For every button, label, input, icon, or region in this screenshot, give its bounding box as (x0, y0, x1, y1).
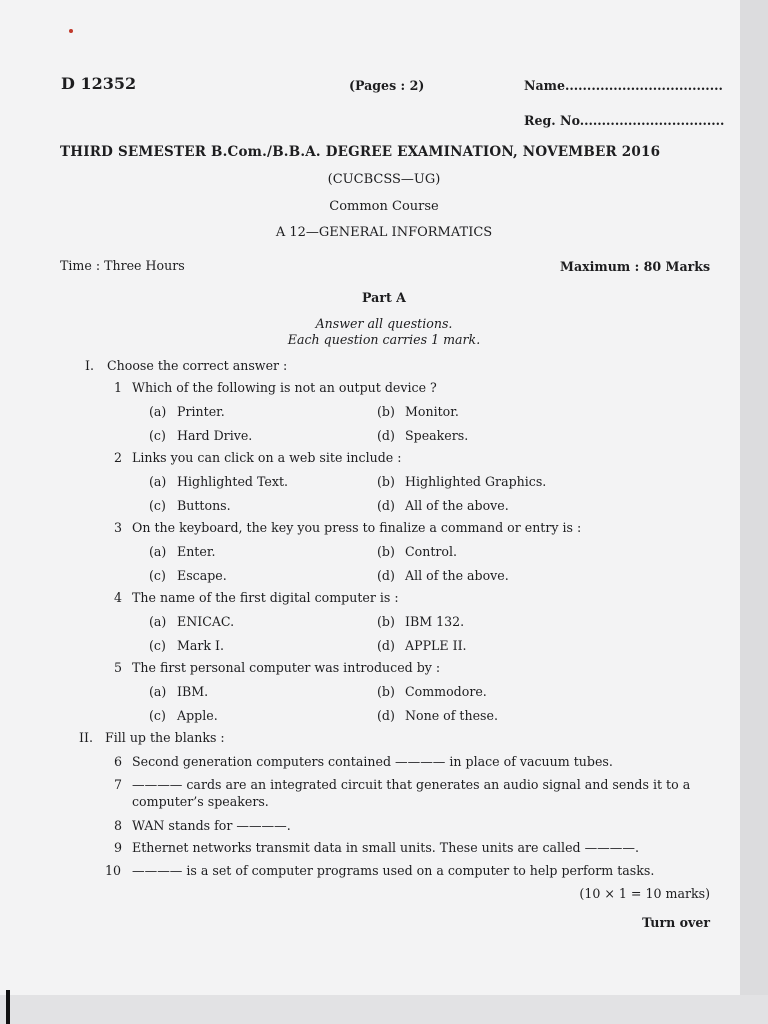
page-count: (Pages : 2) (349, 78, 425, 93)
blank-8: 8 WAN stands for ————. (114, 818, 291, 833)
scan-border (0, 995, 768, 1024)
q5-option-d: (d) None of these. (377, 708, 498, 723)
section-ii-number: II. (79, 730, 93, 745)
blank-6: 6 Second generation computers contained ———— in place of vacuum tubes. (114, 754, 613, 769)
exam-title: THIRD SEMESTER B.Com./B.B.A. DEGREE EXAMINATION, NOVEMBER 2016 (60, 144, 661, 160)
section-i-number: I. (85, 358, 94, 373)
question-5: 5 The first personal computer was introduced by : (114, 660, 441, 675)
reg-no-field-label: Reg. No................................. (524, 113, 725, 128)
q3-option-c: (c) Escape. (149, 568, 227, 583)
section-i-heading: Choose the correct answer : (107, 358, 288, 373)
q2-option-c: (c) Buttons. (149, 498, 231, 513)
blank-7: 7 ———— cards are an integrated circuit that generates an audio signal and sends it to a (114, 777, 691, 792)
paper-code: D 12352 (61, 74, 137, 93)
q4-option-b: (b) IBM 132. (377, 614, 465, 629)
question-2: 2 Links you can click on a web site include : (114, 450, 402, 465)
question-3: 3 On the keyboard, the key you press to finalize a command or entry is : (114, 520, 582, 535)
q4-option-d: (d) APPLE II. (377, 638, 467, 653)
q2-option-b: (b) Highlighted Graphics. (377, 474, 547, 489)
section-ii-heading: Fill up the blanks : (105, 730, 225, 745)
q5-option-a: (a) IBM. (149, 684, 209, 699)
time-label: Time : Three Hours (60, 258, 185, 273)
blank-10: 10 ———— is a set of computer programs used on a computer to help perform tasks. (105, 863, 655, 878)
q3-option-a: (a) Enter. (149, 544, 216, 559)
max-marks-label: Maximum : 80 Marks (560, 259, 711, 274)
q5-option-c: (c) Apple. (149, 708, 218, 723)
question-4: 4 The name of the first digital computer is : (114, 590, 399, 605)
turn-over-label: Turn over (642, 915, 710, 930)
q5-option-b: (b) Commodore. (377, 684, 487, 699)
course-title: A 12—GENERAL INFORMATICS (275, 225, 493, 240)
course-type-label: Common Course (329, 199, 439, 214)
instruction-answer-all: Answer all questions. (315, 316, 453, 331)
instruction-marks: Each question carries 1 mark. (287, 332, 481, 347)
q1-option-d: (d) Speakers. (377, 428, 469, 443)
q3-option-b: (b) Control. (377, 544, 458, 559)
q1-option-a: (a) Printer. (149, 404, 225, 419)
blank-9: 9 Ethernet networks transmit data in small units. These units are called ————. (114, 840, 639, 855)
part-a-heading: Part A (362, 290, 406, 305)
q3-option-d: (d) All of the above. (377, 568, 509, 583)
blank-7-continued: computer’s speakers. (132, 794, 269, 809)
question-1: 1 Which of the following is not an output device ? (114, 380, 437, 395)
q2-option-a: (a) Highlighted Text. (149, 474, 289, 489)
scan-edge-mark (6, 990, 10, 1024)
q4-option-c: (c) Mark I. (149, 638, 225, 653)
marks-summary: (10 × 1 = 10 marks) (579, 886, 710, 901)
name-field-label: Name.................................... (524, 78, 723, 93)
q1-option-b: (b) Monitor. (377, 404, 459, 419)
q2-option-d: (d) All of the above. (377, 498, 509, 513)
ink-dot (69, 29, 73, 33)
scheme-label: (CUCBCSS—UG) (327, 172, 441, 187)
q4-option-a: (a) ENICAC. (149, 614, 235, 629)
q1-option-c: (c) Hard Drive. (149, 428, 253, 443)
